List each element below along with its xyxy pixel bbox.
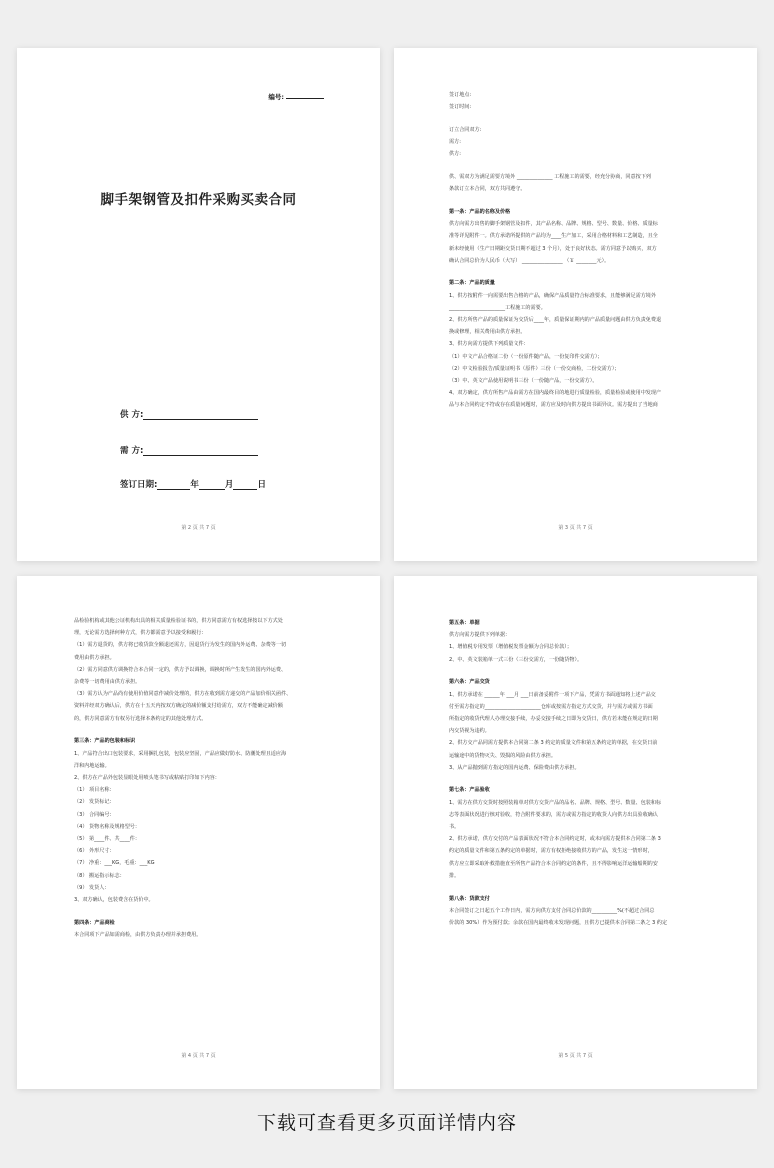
sign-date-field [120, 478, 266, 490]
text-line: （1）需方退货的，供方将已收货款全额退还需方，因退货行为发生的国内外运费、杂费等一切 [74, 642, 287, 649]
text-line: 供方向需方提供下列单据： [449, 632, 511, 639]
text-line: （1） 项目名称： [74, 787, 115, 794]
text-line: （4） 货物名称及规格型号： [74, 823, 140, 830]
text-line: 本合同项下产品如需商检，由供方负责办理并承担费用。 [74, 931, 202, 938]
text-line: 供方向需方出售的脚手架钢管及扣件，其产品名称、品牌、规格、型号、数量、价格、质量标 [449, 221, 658, 228]
text-line: 运输途中的货物灭失、毁损的风险由供方承担。 [449, 752, 556, 759]
section-heading: 第六条：产品交货 [449, 679, 490, 686]
download-more-caption: 下载可查看更多页面详情内容 [256, 1112, 517, 1134]
paragraph-gap [449, 113, 703, 124]
page-number: 第 5 页 共 7 页 [558, 1053, 593, 1059]
text-line: 排。 [449, 872, 460, 879]
supplier-field [120, 408, 258, 420]
section-heading: 第一条：产品的名称及价格 [449, 208, 511, 215]
text-line: 3、从产品抛到需方指定的国内运费、保险费由供方承担。 [449, 764, 580, 771]
page-number: 第 2 页 共 7 页 [181, 525, 216, 531]
text-line: 1、供方承诺在 ______年 ___月 ___日前备妥附件一项下产品，凭需方书面通知将上述产品交 [449, 691, 656, 698]
year-label: 年 [190, 480, 199, 490]
text-line: 所指定的收货代理人办理交接手续，办妥交接手续之日即为交货日，供方若未能在规定的日期 [449, 715, 658, 722]
text-line: 1、产品符合出口包装要求，采用捆扎包装，包装应坚固，产品应做好防水、防潮处理且适应海 [74, 750, 287, 757]
text-line: 准等详见附件一。供方承诺所提供的产品均为____生产加工，采用合格材料和工艺制造，且全 [449, 233, 658, 240]
text-line: 费用由供方承担。 [74, 654, 115, 661]
text-line: 洋和内地运输。 [74, 762, 110, 769]
text-line: 确认合同总价为人民币（大写） ________________ （￥ ________元）。 [449, 257, 610, 264]
month-label: 月 [224, 480, 234, 490]
page-text [449, 617, 703, 929]
text-line: （7） 净重：___KG，毛重：___KG [74, 860, 155, 867]
text-line: 志等表面状况进行核对验收，符合附件要求的，需方或需方指定的收货人向供方出具验收确认 [449, 811, 658, 818]
text-line: 需方: [449, 139, 461, 146]
text-line: 2、供方承诺，供方交付的产品表面状况不符合本合同约定时，或未向需方提供本合同第二条 3 [449, 836, 661, 843]
contract-number-label: 编号: [268, 93, 284, 101]
day-label: 日 [257, 480, 266, 490]
text-line: 供、需双方为满足需要方境外 ______________ 工程施工的需要，经充分协商，同意按下列 [449, 174, 651, 181]
text-line: 2、供方在产品外包装显眼处用喷头笔书写或粘贴打印如下内容： [74, 774, 220, 781]
text-line: （9） 发货人： [74, 884, 110, 891]
paragraph-gap [449, 882, 703, 893]
sign-date-label: 签订日期: [120, 480, 158, 490]
contract-number-line [286, 98, 324, 99]
text-line: 2、中、英文装箱单一式三份（三份交需方，一份随货物）。 [449, 656, 583, 663]
text-line: 的，供方同意需方有权另行选择本条约定的其他处理方式。 [74, 715, 207, 722]
paragraph-gap [74, 906, 328, 917]
text-line: 3、供方向需方提供下列质量文件： [449, 341, 529, 348]
supplier-label: 供 方: [120, 410, 144, 420]
page-number: 第 4 页 共 7 页 [181, 1053, 216, 1059]
text-line: 价款的 30%）作为预付款；余款在国内最终收未发现问题，且供方已提供本合同第二条之 3 约定 [449, 919, 668, 926]
contract-page-3 [394, 48, 757, 561]
text-line: 本合同签订之日起五个工作日内，需方向供方支付合同总价款的__________%(不超过合同总 [449, 907, 655, 914]
section-heading: 第五条：单据 [449, 620, 480, 626]
paragraph-gap [449, 267, 703, 278]
text-line: （3）需方认为产品尚有使用价值同意作减价处理的，供方在收到需方递交的产品加价相关函件、 [74, 691, 292, 698]
text-line: 2、供方交产品同需方提供本合同第二条 3 约定的质量文件和第五条约定的单据，在交货日前 [449, 740, 658, 747]
page-text [74, 615, 328, 941]
text-line: 1、供方按附件一向需要出售合格的产品，确保产品质量符合标准要求，且能够满足需方境外 [449, 292, 656, 299]
contract-page-5 [394, 576, 757, 1089]
day-line [233, 480, 257, 490]
text-line: （1）中文产品合格证二份（一份原件随产品，一份复印件交需方）； [449, 353, 603, 360]
text-line: （2）需方同意供方调换符合本合同一定的，供方予以调换，调换时所产生发生的国内外运费、 [74, 666, 287, 673]
contract-number-field [268, 92, 324, 101]
text-line: 换或修理，相关费用由供方承担。 [449, 329, 526, 336]
text-line: 签订时间: [449, 104, 472, 111]
text-line: 供方应立即采取补救措施直至所售产品符合本合同约定的条件，且不得影响运洋运输船期的安 [449, 860, 658, 867]
month-line [199, 480, 225, 490]
text-line: 签订地点: [449, 92, 472, 98]
text-line: 3、双方确认，包装费含在货价中。 [74, 896, 154, 903]
text-line: 理，无论需方选择何种方式，供方都需意予以接受和履行： [74, 630, 207, 637]
text-line: 1、增值税专用发票（增值税发票金额为合同总价款）； [449, 644, 572, 651]
text-line: 4、双方确定，供方所售产品由需方在国内最终目的地进行质量检验，质量检验或使用中发现产 [449, 390, 662, 397]
paragraph-gap [74, 725, 328, 736]
paragraph-gap [449, 666, 703, 677]
paragraph-gap [449, 195, 703, 206]
section-heading: 第四条：产品商检 [74, 919, 115, 926]
section-heading: 第七条：产品验收 [449, 787, 490, 794]
text-line: （3）中、英文产品使用说明书三份（一份随产品，一份交需方）。 [449, 378, 598, 385]
buyer-field [120, 444, 258, 456]
text-line: 约定的质量文件和第五条约定的单据时，需方有权拒绝接收供方的产品，发生这一情形时， [449, 848, 653, 855]
text-line: 1、需方在供方交货时按照装箱单对供方交货产品的品名、品牌、规格、型号、数量、包装和标 [449, 799, 662, 806]
section-heading: 第三条：产品的包装和标识 [74, 738, 136, 745]
paragraph-gap [449, 161, 703, 172]
text-line: 内交货视为违约。 [449, 728, 490, 735]
text-line: 书。 [449, 824, 460, 831]
text-line: （6） 外形尺寸： [74, 848, 115, 855]
section-heading: 第八条：货款支付 [449, 895, 490, 902]
text-line: 品检验机构或其他公证机构出具的相关质量检验证书的，供方同意需方有权选择按以下方式处 [74, 618, 283, 624]
year-line [157, 480, 190, 490]
text-line: 付至需方指定的______________________仓库或按需方指定方式交货，并与需方或需方书面 [449, 703, 653, 710]
text-line: 杂费等一切费用由供方承担。 [74, 679, 141, 686]
text-line: 品与本合同约定不符或存在质量问题时，需方应及时向供方提出书面异议。需方提出了当地商 [449, 402, 658, 409]
contract-title: 脚手架钢管及扣件采购买卖合同 [100, 192, 297, 208]
text-line: 2、供方所售产品的质量保证为交货后____年，质量保证期内的产品质量问题由供方负责免费退 [449, 317, 662, 324]
text-line: 订立合同双方: [449, 126, 482, 133]
text-line: ______________________工程施工的需要。 [449, 304, 546, 311]
text-line: 资料并经双方确认后，供方在十五天内按双方确定的减价额支付给需方，双方不能确定减价额 [74, 703, 283, 710]
page-number: 第 3 页 共 7 页 [558, 525, 593, 531]
buyer-line [143, 446, 258, 456]
page-text [449, 89, 703, 412]
text-line: （2）中文检验报告/质量证明书（原件）三份（一份交商检，二份交需方）； [449, 365, 620, 372]
text-line: （3） 合同编号： [74, 811, 115, 818]
text-line: 条款订立本合同，双方共同遵守。 [449, 186, 526, 193]
paragraph-gap [449, 774, 703, 785]
supplier-line [143, 410, 258, 420]
buyer-label: 需 方: [120, 446, 144, 456]
text-line: （8） 搬运指示标志： [74, 872, 125, 879]
text-line: （2） 发货标记： [74, 799, 115, 806]
section-heading: 第二条：产品的质量 [449, 280, 495, 287]
contract-page-4 [17, 576, 380, 1089]
text-line: 供方: [449, 151, 461, 158]
text-line: （5） 第____件、共____件： [74, 835, 140, 842]
text-line: 新未经使用（生产日期距交货日期不超过 3 个月），处于良好状态。需方同意予以购买，双方 [449, 245, 657, 252]
cover-page [17, 48, 380, 561]
